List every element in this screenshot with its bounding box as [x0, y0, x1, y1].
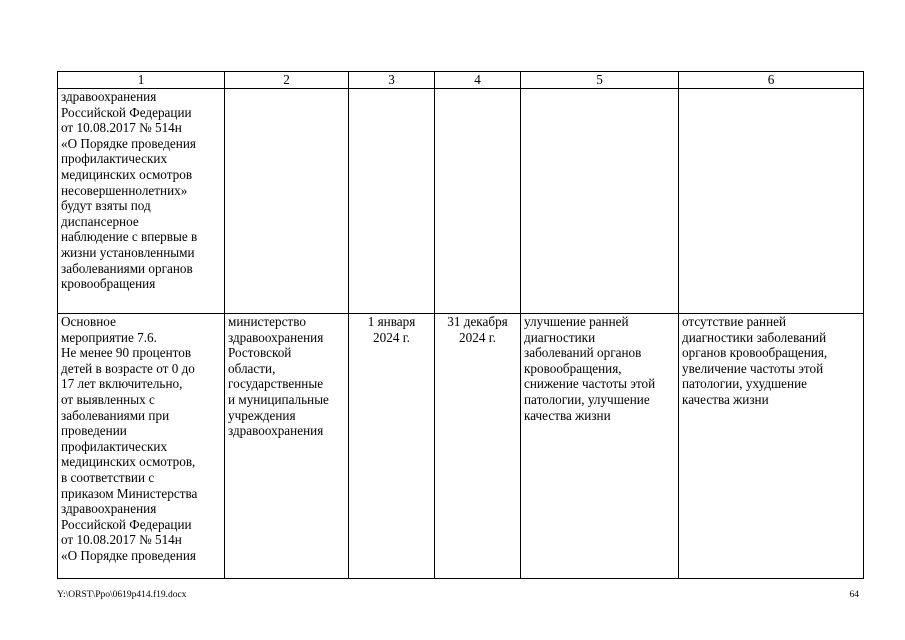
consequences-cell: [679, 89, 864, 314]
measure-description-cell: Основное мероприятие 7.6. Не менее 90 процентов детей в возрасте от 0 до 17 лет включительно, от выявленных с заболеваниями при проведении профилактических медицинских осмотров, в соответствии с приказом Министерства здравоохранения Российской Федерации от 10.08.2017 № 514н «О Порядке проведения: [58, 314, 225, 579]
executor-cell: министерство здравоохранения Ростовской области, государственные и муниципальные учреждения здравоохранения: [225, 314, 349, 579]
table-row: [58, 89, 864, 314]
column-header-6: 6: [679, 72, 864, 89]
footer-page-number: 64: [849, 590, 859, 600]
column-header-3: 3: [349, 72, 435, 89]
column-header-1: 1: [58, 72, 225, 89]
end-date-cell: 31 декабря 2024 г.: [435, 314, 521, 579]
expected-result-cell: [521, 89, 679, 314]
start-date-cell: [349, 89, 435, 314]
start-date-cell: 1 января 2024 г.: [349, 314, 435, 579]
measures-table: [57, 71, 864, 579]
expected-result-cell: улучшение ранней диагностики заболеваний органов кровообращения, снижение частоты этой патологии, улучшение качества жизни: [521, 314, 679, 579]
end-date-cell: [435, 89, 521, 314]
header-row: [58, 72, 864, 89]
executor-cell: [225, 89, 349, 314]
column-header-2: 2: [225, 72, 349, 89]
consequences-cell: отсутствие ранней диагностики заболеваний органов кровообращения, увеличение частоты этой патологии, ухудшение качества жизни: [679, 314, 864, 579]
column-header-4: 4: [435, 72, 521, 89]
footer-file-path: Y:\ORST\Ppo\0619p414.f19.docx: [57, 590, 187, 600]
column-header-5: 5: [521, 72, 679, 89]
table-row: [58, 314, 864, 579]
measure-description-cell: здравоохранения Российской Федерации от 10.08.2017 № 514н «О Порядке проведения профилактических медицинских осмотров несовершеннолетних» будут взяты под диспансерное наблюдение с впервые в жизни установленными заболеваниями органов кровообращения: [58, 89, 225, 314]
